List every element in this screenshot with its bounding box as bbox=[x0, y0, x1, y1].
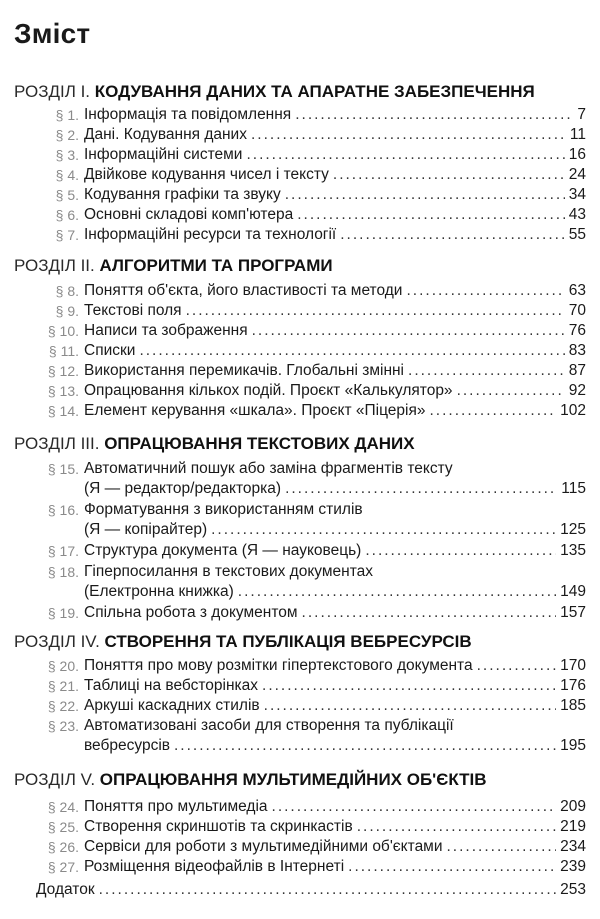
entry-label: Структура документа (Я — науковець) bbox=[84, 542, 362, 559]
entry-number: § 6. bbox=[55, 207, 79, 223]
entry-label: Інформаційні системи bbox=[84, 146, 243, 163]
entry-page: 195 bbox=[560, 737, 586, 754]
entry-label: Списки bbox=[84, 342, 136, 359]
toc-entry[interactable] bbox=[0, 541, 600, 561]
toc-entry[interactable] bbox=[0, 205, 600, 225]
leader-dots bbox=[262, 676, 556, 696]
entry-page: 239 bbox=[560, 858, 586, 875]
leader-dots bbox=[252, 321, 565, 341]
entry-page: 170 bbox=[560, 657, 586, 674]
entry-number: § 4. bbox=[55, 167, 79, 183]
entry-number: § 11. bbox=[48, 343, 79, 359]
entry-page: 209 bbox=[560, 798, 586, 815]
entry-page: 253 bbox=[560, 881, 586, 898]
entry-page: 115 bbox=[561, 480, 586, 497]
toc-entry[interactable] bbox=[0, 321, 600, 341]
entry-label-line1: Автоматичний пошук або заміна фрагментів тексту bbox=[84, 460, 453, 477]
entry-label-line1: Гіперпосилання в текстових документах bbox=[84, 563, 373, 580]
entry-label: вебресурсів bbox=[84, 737, 170, 754]
leader-dots bbox=[340, 225, 565, 245]
entry-number: § 1. bbox=[55, 107, 79, 123]
section-heading bbox=[14, 80, 535, 104]
leader-dots bbox=[285, 479, 557, 499]
entry-page: 34 bbox=[568, 186, 586, 203]
entry-label-line1: Автоматизовані засоби для створення та публікації bbox=[84, 717, 454, 734]
entry-number: § 18. bbox=[47, 564, 79, 580]
toc-entry[interactable] bbox=[0, 381, 600, 401]
entry-label: Інформаційні ресурси та технології bbox=[84, 226, 337, 243]
entry-number: § 17. bbox=[47, 543, 79, 559]
entry-label: (Я — копірайтер) bbox=[84, 521, 208, 538]
entry-number: § 22. bbox=[47, 698, 79, 714]
leader-dots bbox=[348, 857, 556, 877]
toc-entry[interactable] bbox=[0, 656, 600, 676]
entry-page: 125 bbox=[560, 521, 586, 538]
entry-number: § 24. bbox=[47, 799, 79, 815]
toc-entry[interactable] bbox=[0, 341, 600, 361]
entry-number: § 9. bbox=[55, 303, 79, 319]
toc-entry[interactable] bbox=[0, 696, 600, 716]
entry-label: Аркуші каскадних стилів bbox=[84, 697, 260, 714]
leader-dots bbox=[238, 582, 556, 602]
entry-page: 76 bbox=[568, 322, 586, 339]
leader-dots bbox=[251, 125, 566, 145]
entry-label: Спільна робота з документом bbox=[84, 604, 298, 621]
entry-label: Поняття про мультимедіа bbox=[84, 798, 268, 815]
section-prefix: РОЗДІЛ III. bbox=[14, 434, 105, 453]
toc-entry[interactable] bbox=[0, 125, 600, 145]
entry-page: 185 bbox=[560, 697, 586, 714]
entry-page: 43 bbox=[568, 206, 586, 223]
leader-dots bbox=[264, 696, 556, 716]
entry-number: § 2. bbox=[55, 127, 79, 143]
leader-dots bbox=[333, 165, 565, 185]
toc-entry[interactable] bbox=[0, 603, 600, 623]
leader-dots bbox=[272, 797, 557, 817]
entry-number: § 27. bbox=[47, 859, 79, 875]
entry-number: § 13. bbox=[47, 383, 79, 399]
toc-entry[interactable] bbox=[0, 281, 600, 301]
entry-number: § 20. bbox=[47, 658, 79, 674]
toc-entry[interactable] bbox=[0, 797, 600, 817]
entry-label: Двійкове кодування чисел і тексту bbox=[84, 166, 329, 183]
entry-number: § 25. bbox=[47, 819, 79, 835]
entry-label: Таблиці на вебсторінках bbox=[84, 677, 259, 694]
toc-entry[interactable] bbox=[0, 501, 600, 540]
entry-label: Додаток bbox=[36, 881, 95, 898]
entry-label: Написи та зображення bbox=[84, 322, 248, 339]
leader-dots bbox=[285, 185, 565, 205]
leader-dots bbox=[457, 381, 565, 401]
leader-dots bbox=[302, 603, 557, 623]
leader-dots bbox=[429, 401, 556, 421]
toc-entry[interactable] bbox=[0, 105, 600, 125]
leader-dots bbox=[174, 736, 556, 756]
section-heading bbox=[14, 254, 333, 278]
toc-entry[interactable] bbox=[0, 676, 600, 696]
entry-page: 55 bbox=[568, 226, 586, 243]
entry-page: 219 bbox=[560, 818, 586, 835]
entry-label: (Я — редактор/редакторка) bbox=[84, 480, 282, 497]
entry-label: Основні складові комп'ютера bbox=[84, 206, 294, 223]
entry-page: 24 bbox=[568, 166, 586, 183]
entry-number: § 15. bbox=[47, 461, 79, 477]
entry-label: Розміщення відеофайлів в Інтернеті bbox=[84, 858, 345, 875]
entry-page: 63 bbox=[568, 282, 586, 299]
entry-number: § 7. bbox=[55, 227, 79, 243]
entry-number: § 14. bbox=[47, 403, 79, 419]
toc-entry[interactable] bbox=[0, 145, 600, 165]
entry-label: Опрацювання кількох подій. Проєкт «Калькулятор» bbox=[84, 382, 453, 399]
entry-number: § 21. bbox=[47, 678, 79, 694]
toc-entry[interactable] bbox=[0, 401, 600, 421]
entry-number: § 26. bbox=[47, 839, 79, 855]
entry-page: 149 bbox=[560, 583, 586, 600]
entry-page: 234 bbox=[560, 838, 586, 855]
leader-dots bbox=[295, 105, 573, 125]
toc-entry[interactable] bbox=[0, 185, 600, 205]
entry-label: Поняття про мову розмітки гіпертекстового документа bbox=[84, 657, 473, 674]
entry-number: § 10. bbox=[47, 323, 79, 339]
toc-entry[interactable] bbox=[0, 460, 600, 499]
entry-number: § 8. bbox=[55, 283, 79, 299]
section-heading bbox=[14, 432, 415, 456]
leader-dots bbox=[406, 281, 564, 301]
section-prefix: РОЗДІЛ II. bbox=[14, 256, 100, 275]
entry-label: Текстові поля bbox=[84, 302, 182, 319]
entry-page: 7 bbox=[577, 106, 586, 123]
entry-label: (Електронна книжка) bbox=[84, 583, 234, 600]
section-prefix: РОЗДІЛ V. bbox=[14, 770, 100, 789]
entry-label: Сервіси для роботи з мультимедійними об'єктами bbox=[84, 838, 443, 855]
toc-entry[interactable] bbox=[0, 717, 600, 756]
leader-dots bbox=[408, 361, 565, 381]
entry-page: 157 bbox=[560, 604, 586, 621]
toc-entry[interactable] bbox=[0, 817, 600, 837]
leader-dots bbox=[99, 880, 557, 900]
toc-entry[interactable] bbox=[0, 225, 600, 245]
toc-entry-appendix[interactable] bbox=[0, 880, 600, 900]
toc-entry[interactable] bbox=[0, 563, 600, 602]
toc-entry[interactable] bbox=[0, 301, 600, 321]
section-name: СТВОРЕННЯ ТА ПУБЛІКАЦІЯ ВЕБРЕСУРСІВ bbox=[104, 632, 472, 651]
section-name: КОДУВАННЯ ДАНИХ ТА АПАРАТНЕ ЗАБЕЗПЕЧЕННЯ bbox=[94, 82, 535, 101]
leader-dots bbox=[477, 656, 557, 676]
entry-number: § 23. bbox=[47, 718, 79, 734]
entry-page: 70 bbox=[568, 302, 586, 319]
entry-number: § 19. bbox=[47, 605, 79, 621]
toc-entry[interactable] bbox=[0, 165, 600, 185]
leader-dots bbox=[186, 301, 565, 321]
entry-label: Використання перемикачів. Глобальні змінні bbox=[84, 362, 405, 379]
entry-page: 87 bbox=[568, 362, 586, 379]
section-heading bbox=[14, 768, 487, 792]
entry-label: Дані. Кодування даних bbox=[84, 126, 247, 143]
entry-number: § 5. bbox=[55, 187, 79, 203]
leader-dots bbox=[246, 145, 564, 165]
entry-page: 83 bbox=[568, 342, 586, 359]
section-prefix: РОЗДІЛ I. bbox=[14, 82, 95, 101]
section-name: ОПРАЦЮВАННЯ МУЛЬТИМЕДІЙНИХ ОБ'ЄКТІВ bbox=[99, 770, 487, 789]
leader-dots bbox=[297, 205, 565, 225]
entry-label: Створення скриншотів та скринкастів bbox=[84, 818, 353, 835]
entry-label: Кодування графіки та звуку bbox=[84, 186, 281, 203]
toc-entry[interactable] bbox=[0, 361, 600, 381]
entry-page: 102 bbox=[560, 402, 586, 419]
entry-number: § 16. bbox=[47, 502, 79, 518]
entry-page: 16 bbox=[568, 146, 586, 163]
leader-dots bbox=[357, 817, 556, 837]
section-name: АЛГОРИТМИ ТА ПРОГРАМИ bbox=[99, 256, 333, 275]
section-name: ОПРАЦЮВАННЯ ТЕКСТОВИХ ДАНИХ bbox=[104, 434, 415, 453]
leader-dots bbox=[211, 520, 556, 540]
entry-label: Поняття об'єкта, його властивості та методи bbox=[84, 282, 403, 299]
entry-page: 135 bbox=[560, 542, 586, 559]
leader-dots bbox=[447, 837, 557, 857]
entry-number: § 3. bbox=[55, 147, 79, 163]
section-heading bbox=[14, 630, 472, 654]
entry-label: Елемент керування «шкала». Проєкт «Піцерія» bbox=[84, 402, 426, 419]
leader-dots bbox=[139, 341, 564, 361]
entry-label: Інформація та повідомлення bbox=[84, 106, 292, 123]
entry-page: 11 bbox=[569, 126, 586, 143]
toc-entry[interactable] bbox=[0, 857, 600, 877]
entry-page: 176 bbox=[560, 677, 586, 694]
leader-dots bbox=[365, 541, 556, 561]
toc-entry[interactable] bbox=[0, 837, 600, 857]
entry-number: § 12. bbox=[47, 363, 79, 379]
entry-label-line1: Форматування з використанням стилів bbox=[84, 501, 363, 518]
entry-page: 92 bbox=[568, 382, 586, 399]
section-prefix: РОЗДІЛ IV. bbox=[14, 632, 105, 651]
page-title: Зміст bbox=[14, 18, 91, 49]
